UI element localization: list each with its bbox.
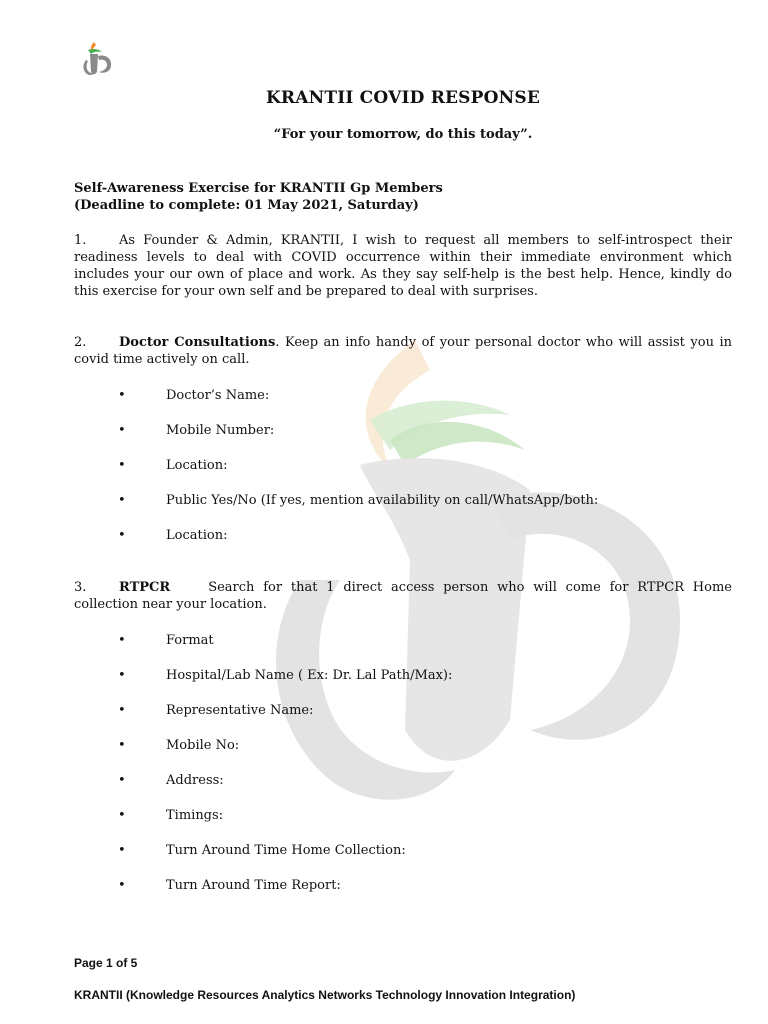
page-number: Page 1 of 5: [74, 956, 138, 970]
rtpcr-fields-list: [74, 632, 732, 912]
list-item: • Address:: [118, 773, 224, 788]
list-item: • Turn Around Time Home Collection:: [118, 843, 406, 858]
section-1: [74, 232, 732, 300]
bullet-icon: •: [118, 773, 126, 788]
section-3-number: 3.: [74, 580, 87, 595]
bullet-icon: •: [118, 843, 126, 858]
bullet-icon: •: [118, 878, 126, 893]
list-item: • Format: [118, 633, 214, 648]
list-item: • Public Yes/No (If yes, mention availability on call/WhatsApp/both:: [118, 493, 599, 508]
organization-footer: KRANTII (Knowledge Resources Analytics Networks Technology Innovation Integration): [74, 988, 576, 1002]
list-item: • Hospital/Lab Name ( Ex: Dr. Lal Path/Max):: [118, 668, 453, 683]
list-item: • Representative Name:: [118, 703, 314, 718]
list-item: • Mobile Number:: [118, 423, 275, 438]
list-item: • Location:: [118, 528, 228, 543]
section-1-text: As Founder & Admin, KRANTII, I wish to request all members to self-introspect their readiness levels to deal with COVID occurrence within their immediate environment which includes your our own of place and work. As they say self-help is the best help. Hence, kindly do this exercise for your own self and be prepared to deal with surprises.: [74, 233, 732, 299]
list-item: • Timings:: [118, 808, 224, 823]
section-1-number: 1.: [74, 233, 87, 248]
section-3: [74, 579, 732, 613]
section-3-text: Search for that 1 direct access person who will come for RTPCR Home collection near your location.: [74, 580, 732, 612]
list-item: • Doctor’s Name:: [118, 388, 270, 403]
bullet-icon: •: [118, 668, 126, 683]
document-tagline: “For your tomorrow, do this today”.: [273, 127, 533, 142]
section-2-title: Doctor Consultations: [119, 335, 276, 350]
list-item: • Turn Around Time Report:: [118, 878, 341, 893]
section-2-text: . Keep an info handy of your personal doctor who will assist you in covid time actively on call.: [74, 335, 732, 367]
bullet-icon: •: [118, 633, 126, 648]
bullet-icon: •: [118, 493, 126, 508]
document-title: KRANTII COVID RESPONSE: [265, 88, 541, 108]
bullet-icon: •: [118, 738, 126, 753]
deadline-heading: (Deadline to complete: 01 May 2021, Saturday): [74, 198, 419, 213]
section-2: [74, 334, 732, 368]
bullet-icon: •: [118, 808, 126, 823]
list-item: • Mobile No:: [118, 738, 240, 753]
section-3-title: RTPCR: [119, 580, 171, 595]
section-2-number: 2.: [74, 335, 87, 350]
bullet-icon: •: [118, 458, 126, 473]
bullet-icon: •: [118, 703, 126, 718]
exercise-heading: Self-Awareness Exercise for KRANTII Gp Members: [74, 181, 443, 196]
bullet-icon: •: [118, 388, 126, 403]
bullet-icon: •: [118, 423, 126, 438]
list-item: • Location:: [118, 458, 228, 473]
doctor-fields-list: [74, 387, 732, 562]
krantii-logo-icon: [76, 40, 116, 82]
bullet-icon: •: [118, 528, 126, 543]
